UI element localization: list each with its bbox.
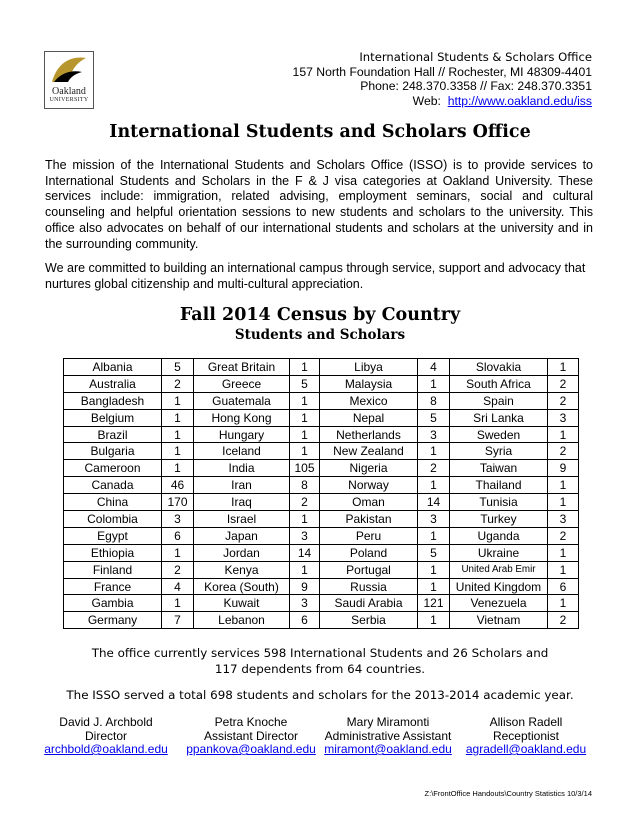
table-row bbox=[64, 375, 579, 392]
count-cell: 1 bbox=[162, 544, 194, 561]
office-name: International Students & Scholars Office bbox=[359, 50, 592, 64]
staff-email-link[interactable]: archbold@oakland.edu bbox=[44, 742, 168, 756]
country-cell: Vietnam bbox=[450, 612, 548, 629]
country-cell: China bbox=[64, 494, 162, 511]
staff-email-link[interactable]: miramont@oakland.edu bbox=[324, 742, 452, 756]
country-cell: Belgium bbox=[64, 409, 162, 426]
count-cell: 2 bbox=[548, 443, 579, 460]
count-cell: 2 bbox=[548, 527, 579, 544]
staff-contact-admin-assistant bbox=[322, 716, 454, 757]
count-cell: 5 bbox=[418, 409, 450, 426]
services-summary bbox=[0, 645, 640, 677]
count-cell: 3 bbox=[418, 426, 450, 443]
country-cell: Taiwan bbox=[450, 460, 548, 477]
country-cell: Albania bbox=[64, 359, 162, 376]
count-cell: 3 bbox=[162, 511, 194, 528]
table-row bbox=[64, 494, 579, 511]
country-cell: Venezuela bbox=[450, 595, 548, 612]
count-cell: 2 bbox=[548, 392, 579, 409]
count-cell: 2 bbox=[548, 612, 579, 629]
commitment-paragraph: We are committed to building an international campus through service, support and advocacy that nurtures global citizenship and multi-cultural appreciation. bbox=[45, 261, 586, 291]
count-cell: 1 bbox=[418, 578, 450, 595]
census-table bbox=[63, 358, 579, 629]
country-cell: Norway bbox=[320, 477, 418, 494]
country-cell: Nigeria bbox=[320, 460, 418, 477]
phone-fax: Phone: 248.370.3358 // Fax: 248.370.3351 bbox=[360, 79, 592, 94]
count-cell: 5 bbox=[418, 544, 450, 561]
table-row bbox=[64, 544, 579, 561]
staff-contact-director bbox=[40, 716, 172, 757]
street-address: 157 North Foundation Hall // Rochester, MI 48309-4401 bbox=[292, 64, 592, 79]
count-cell: 1 bbox=[162, 460, 194, 477]
country-cell: Gambia bbox=[64, 595, 162, 612]
count-cell: 6 bbox=[162, 527, 194, 544]
country-cell: Korea (South) bbox=[194, 578, 290, 595]
count-cell: 2 bbox=[418, 460, 450, 477]
census-subtitle: Students and Scholars bbox=[234, 327, 406, 343]
logo-text-oakland: Oakland bbox=[52, 86, 86, 97]
count-cell: 5 bbox=[162, 359, 194, 376]
count-cell: 1 bbox=[548, 426, 579, 443]
web-label: Web: bbox=[412, 93, 441, 108]
country-cell: Peru bbox=[320, 527, 418, 544]
country-cell: Bulgaria bbox=[64, 443, 162, 460]
count-cell: 1 bbox=[162, 595, 194, 612]
count-cell: 1 bbox=[290, 409, 320, 426]
count-cell: 4 bbox=[162, 578, 194, 595]
count-cell: 121 bbox=[418, 595, 450, 612]
staff-role: Assistant Director bbox=[203, 728, 299, 743]
count-cell: 1 bbox=[162, 392, 194, 409]
oakland-university-logo bbox=[44, 51, 94, 109]
table-row bbox=[64, 612, 579, 629]
count-cell: 1 bbox=[548, 544, 579, 561]
count-cell: 1 bbox=[290, 426, 320, 443]
table-row bbox=[64, 578, 579, 595]
country-cell: Libya bbox=[320, 359, 418, 376]
services-summary-line2: 117 dependents from 64 countries. bbox=[214, 662, 426, 676]
country-cell: United Arab Emir bbox=[450, 561, 548, 578]
country-cell: Canada bbox=[64, 477, 162, 494]
country-cell: United Kingdom bbox=[450, 578, 548, 595]
table-row bbox=[64, 359, 579, 376]
count-cell: 1 bbox=[548, 595, 579, 612]
count-cell: 8 bbox=[290, 477, 320, 494]
count-cell: 46 bbox=[162, 477, 194, 494]
staff-name: Mary Miramonti bbox=[346, 715, 430, 729]
staff-name: David J. Archbold bbox=[59, 715, 153, 729]
count-cell: 1 bbox=[418, 612, 450, 629]
census-title: Fall 2014 Census by Country bbox=[179, 305, 461, 325]
country-cell: South Africa bbox=[450, 375, 548, 392]
country-cell: Kenya bbox=[194, 561, 290, 578]
count-cell: 2 bbox=[548, 375, 579, 392]
table-row bbox=[64, 460, 579, 477]
country-cell: Kuwait bbox=[194, 595, 290, 612]
mission-paragraph: The mission of the International Students and Scholars Office (ISSO) is to provide services to International Students and Scholars in the F & J visa categories at Oakland University. These services include: immigration, related advising, employment seminars, social and cultural counseling and helpful orientation sessions to new students and scholars to the university. This office also advocates on behalf of our international students and scholars at the university and in the surrounding community. bbox=[45, 158, 593, 251]
services-summary-line1: The office currently services 598 International Students and 26 Scholars and bbox=[91, 646, 549, 660]
country-cell: Colombia bbox=[64, 511, 162, 528]
country-cell: Finland bbox=[64, 561, 162, 578]
country-cell: Egypt bbox=[64, 527, 162, 544]
count-cell: 1 bbox=[290, 443, 320, 460]
count-cell: 1 bbox=[548, 477, 579, 494]
count-cell: 1 bbox=[162, 426, 194, 443]
country-cell: Japan bbox=[194, 527, 290, 544]
count-cell: 1 bbox=[162, 409, 194, 426]
table-row bbox=[64, 527, 579, 544]
country-cell: Turkey bbox=[450, 511, 548, 528]
staff-name: Petra Knoche bbox=[214, 715, 288, 729]
country-cell: Lebanon bbox=[194, 612, 290, 629]
country-cell: Pakistan bbox=[320, 511, 418, 528]
count-cell: 1 bbox=[418, 561, 450, 578]
count-cell: 1 bbox=[418, 527, 450, 544]
country-cell: Oman bbox=[320, 494, 418, 511]
count-cell: 7 bbox=[162, 612, 194, 629]
count-cell: 3 bbox=[548, 409, 579, 426]
count-cell: 3 bbox=[418, 511, 450, 528]
staff-contact-assistant-director bbox=[184, 716, 318, 757]
count-cell: 6 bbox=[548, 578, 579, 595]
country-cell: Hong Kong bbox=[194, 409, 290, 426]
country-cell: Nepal bbox=[320, 409, 418, 426]
table-row bbox=[64, 595, 579, 612]
country-cell: Greece bbox=[194, 375, 290, 392]
staff-email-link[interactable]: agradell@oakland.edu bbox=[465, 742, 587, 756]
table-row bbox=[64, 409, 579, 426]
table-row bbox=[64, 511, 579, 528]
staff-name: Allison Radell bbox=[489, 715, 563, 729]
country-cell: Serbia bbox=[320, 612, 418, 629]
count-cell: 1 bbox=[418, 443, 450, 460]
country-cell: Jordan bbox=[194, 544, 290, 561]
count-cell: 1 bbox=[290, 359, 320, 376]
country-cell: Uganda bbox=[450, 527, 548, 544]
table-row bbox=[64, 477, 579, 494]
office-address-block bbox=[293, 50, 592, 108]
count-cell: 170 bbox=[162, 494, 194, 511]
website-line bbox=[293, 94, 592, 109]
count-cell: 1 bbox=[548, 561, 579, 578]
country-cell: Spain bbox=[450, 392, 548, 409]
page-title: International Students and Scholars Office bbox=[109, 122, 531, 142]
country-cell: Iran bbox=[194, 477, 290, 494]
annual-total-summary: The ISSO served a total 698 students and scholars for the 2013-2014 academic year. bbox=[66, 688, 574, 702]
sail-icon bbox=[48, 54, 90, 86]
staff-role: Director bbox=[84, 728, 127, 743]
table-row bbox=[64, 392, 579, 409]
count-cell: 1 bbox=[418, 375, 450, 392]
country-cell: New Zealand bbox=[320, 443, 418, 460]
count-cell: 1 bbox=[290, 392, 320, 409]
country-cell: Sri Lanka bbox=[450, 409, 548, 426]
country-cell: Syria bbox=[450, 443, 548, 460]
count-cell: 105 bbox=[290, 460, 320, 477]
count-cell: 1 bbox=[548, 359, 579, 376]
staff-role: Receptionist bbox=[492, 728, 560, 743]
count-cell: 9 bbox=[290, 578, 320, 595]
country-cell: Iceland bbox=[194, 443, 290, 460]
count-cell: 2 bbox=[162, 561, 194, 578]
country-cell: Netherlands bbox=[320, 426, 418, 443]
country-cell: Thailand bbox=[450, 477, 548, 494]
country-cell: France bbox=[64, 578, 162, 595]
country-cell: Bangladesh bbox=[64, 392, 162, 409]
count-cell: 9 bbox=[548, 460, 579, 477]
country-cell: Germany bbox=[64, 612, 162, 629]
country-cell: Australia bbox=[64, 375, 162, 392]
count-cell: 1 bbox=[290, 511, 320, 528]
country-cell: Great Britain bbox=[194, 359, 290, 376]
count-cell: 6 bbox=[290, 612, 320, 629]
table-row bbox=[64, 443, 579, 460]
country-cell: India bbox=[194, 460, 290, 477]
count-cell: 4 bbox=[418, 359, 450, 376]
country-cell: Poland bbox=[320, 544, 418, 561]
count-cell: 8 bbox=[418, 392, 450, 409]
count-cell: 1 bbox=[418, 477, 450, 494]
logo-text-university: UNIVERSITY bbox=[49, 97, 89, 103]
country-cell: Iraq bbox=[194, 494, 290, 511]
country-cell: Israel bbox=[194, 511, 290, 528]
country-cell: Guatemala bbox=[194, 392, 290, 409]
country-cell: Malaysia bbox=[320, 375, 418, 392]
count-cell: 3 bbox=[290, 527, 320, 544]
country-cell: Slovakia bbox=[450, 359, 548, 376]
count-cell: 1 bbox=[548, 494, 579, 511]
count-cell: 5 bbox=[290, 375, 320, 392]
count-cell: 14 bbox=[290, 544, 320, 561]
country-cell: Russia bbox=[320, 578, 418, 595]
country-cell: Cameroon bbox=[64, 460, 162, 477]
country-cell: Tunisia bbox=[450, 494, 548, 511]
count-cell: 1 bbox=[290, 561, 320, 578]
country-cell: Ethiopia bbox=[64, 544, 162, 561]
staff-contact-receptionist bbox=[460, 716, 592, 757]
count-cell: 2 bbox=[290, 494, 320, 511]
count-cell: 2 bbox=[162, 375, 194, 392]
count-cell: 14 bbox=[418, 494, 450, 511]
website-link[interactable]: http://www.oakland.edu/iss bbox=[447, 93, 592, 108]
file-path-footer: Z:\FrontOffice Handouts\Country Statistics 10/3/14 bbox=[424, 789, 592, 798]
country-cell: Brazil bbox=[64, 426, 162, 443]
country-cell: Ukraine bbox=[450, 544, 548, 561]
count-cell: 1 bbox=[162, 443, 194, 460]
country-cell: Saudi Arabia bbox=[320, 595, 418, 612]
table-row bbox=[64, 561, 579, 578]
country-cell: Portugal bbox=[320, 561, 418, 578]
country-cell: Mexico bbox=[320, 392, 418, 409]
table-row bbox=[64, 426, 579, 443]
staff-email-link[interactable]: ppankova@oakland.edu bbox=[186, 742, 316, 756]
count-cell: 3 bbox=[548, 511, 579, 528]
country-cell: Sweden bbox=[450, 426, 548, 443]
country-cell: Hungary bbox=[194, 426, 290, 443]
staff-role: Administrative Assistant bbox=[324, 728, 452, 743]
count-cell: 3 bbox=[290, 595, 320, 612]
